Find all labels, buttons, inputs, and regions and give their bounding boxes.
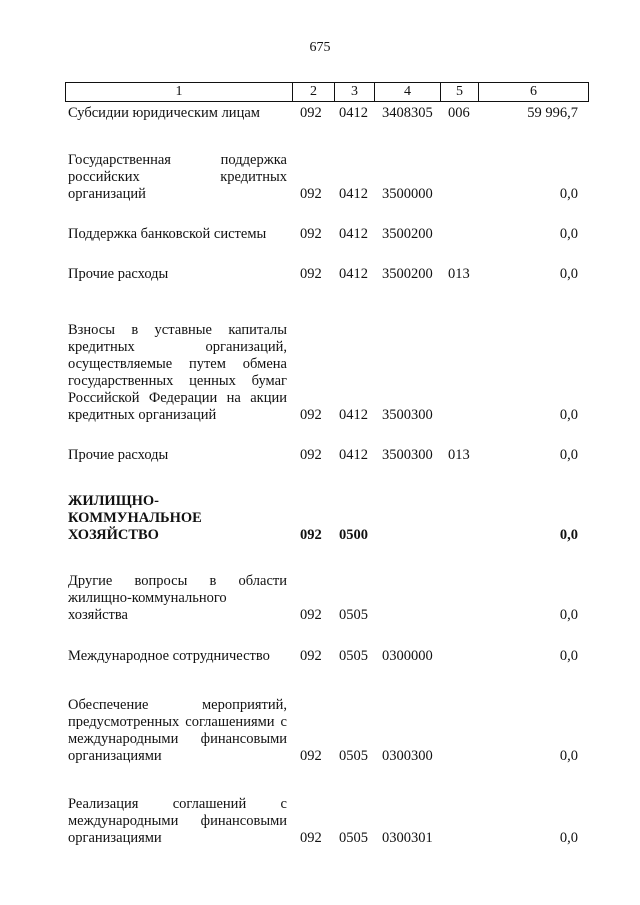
row-c6: 0,0 [559,607,578,623]
header-col-3: 3 [334,83,374,101]
row-name: Поддержка банковской системы [68,226,267,242]
row-name: Обеспечение мероприятий, предусмотренных соглашениями с международными финансовыми организациями [68,697,287,764]
row-c6: 0,0 [559,830,578,846]
row-name: Другие вопросы в области жилищно-коммунального хозяйства [68,573,287,623]
row-c2: 092 [300,607,322,623]
row-c2: 092 [300,830,322,846]
row-c2: 092 [300,226,322,242]
header-col-4: 4 [374,83,440,101]
header-col-1: 1 [175,84,183,99]
row-c2: 092 [300,105,322,121]
row-c6: 0,0 [559,748,578,764]
table-header [65,82,589,102]
row-c4: 3500200 [382,266,433,282]
row-c3: 0505 [339,748,368,764]
row-c5: 013 [448,266,470,282]
row-c3: 0412 [339,226,368,242]
row-c6: 0,0 [559,266,578,282]
row-c6: 0,0 [559,186,578,202]
row-c6: 0,0 [559,447,578,463]
row-name: Субсидии юридическим лицам [68,105,260,121]
row-name: Реализация соглашений с международными финансовыми организациями [68,796,287,846]
row-c3: 0505 [339,607,368,623]
row-c6: 59 996,7 [527,105,578,121]
row-c4: 3500300 [382,407,433,423]
row-c3: 0505 [339,648,368,664]
row-c4: 3408305 [382,105,433,121]
row-c2: 092 [300,447,322,463]
row-c2: 092 [300,748,322,764]
row-c4: 3500300 [382,447,433,463]
row-c4: 3500000 [382,186,433,202]
row-c3: 0412 [339,447,368,463]
row-c6: 0,0 [559,407,578,423]
row-c4: 0300000 [382,648,433,664]
row-c2: 092 [300,186,322,202]
header-col-5: 5 [440,83,478,101]
row-c3: 0412 [339,105,368,121]
page-number: 675 [309,40,331,55]
header-col-6: 6 [478,83,588,101]
row-c3: 0412 [339,407,368,423]
row-c2: 092 [300,527,322,543]
row-c6: 0,0 [559,226,578,242]
row-c3: 0500 [339,527,368,543]
row-name: Прочие расходы [68,266,169,282]
row-c4: 0300300 [382,748,433,764]
row-c3: 0505 [339,830,368,846]
row-c3: 0412 [339,186,368,202]
row-c6: 0,0 [559,648,578,664]
row-c4: 3500200 [382,226,433,242]
row-c5: 013 [448,447,470,463]
row-c2: 092 [300,266,322,282]
row-c5: 006 [448,105,470,121]
row-name: Государственная поддержка российских кредитных организаций [68,152,287,202]
row-c3: 0412 [339,266,368,282]
row-c2: 092 [300,648,322,664]
row-c6: 0,0 [559,527,578,543]
header-col-2: 2 [292,83,334,101]
row-name: Взносы в уставные капиталы кредитных организаций, осуществляемые путем обмена государственных ценных бумаг Российской Федерации на акции кредитных организаций [68,322,287,423]
row-c2: 092 [300,407,322,423]
row-name: Международное сотрудничество [68,648,270,664]
row-name: ЖИЛИЩНО-КОММУНАЛЬНОЕ ХОЗЯЙСТВО [68,493,202,543]
row-name: Прочие расходы [68,447,169,463]
row-c4: 0300301 [382,830,433,846]
